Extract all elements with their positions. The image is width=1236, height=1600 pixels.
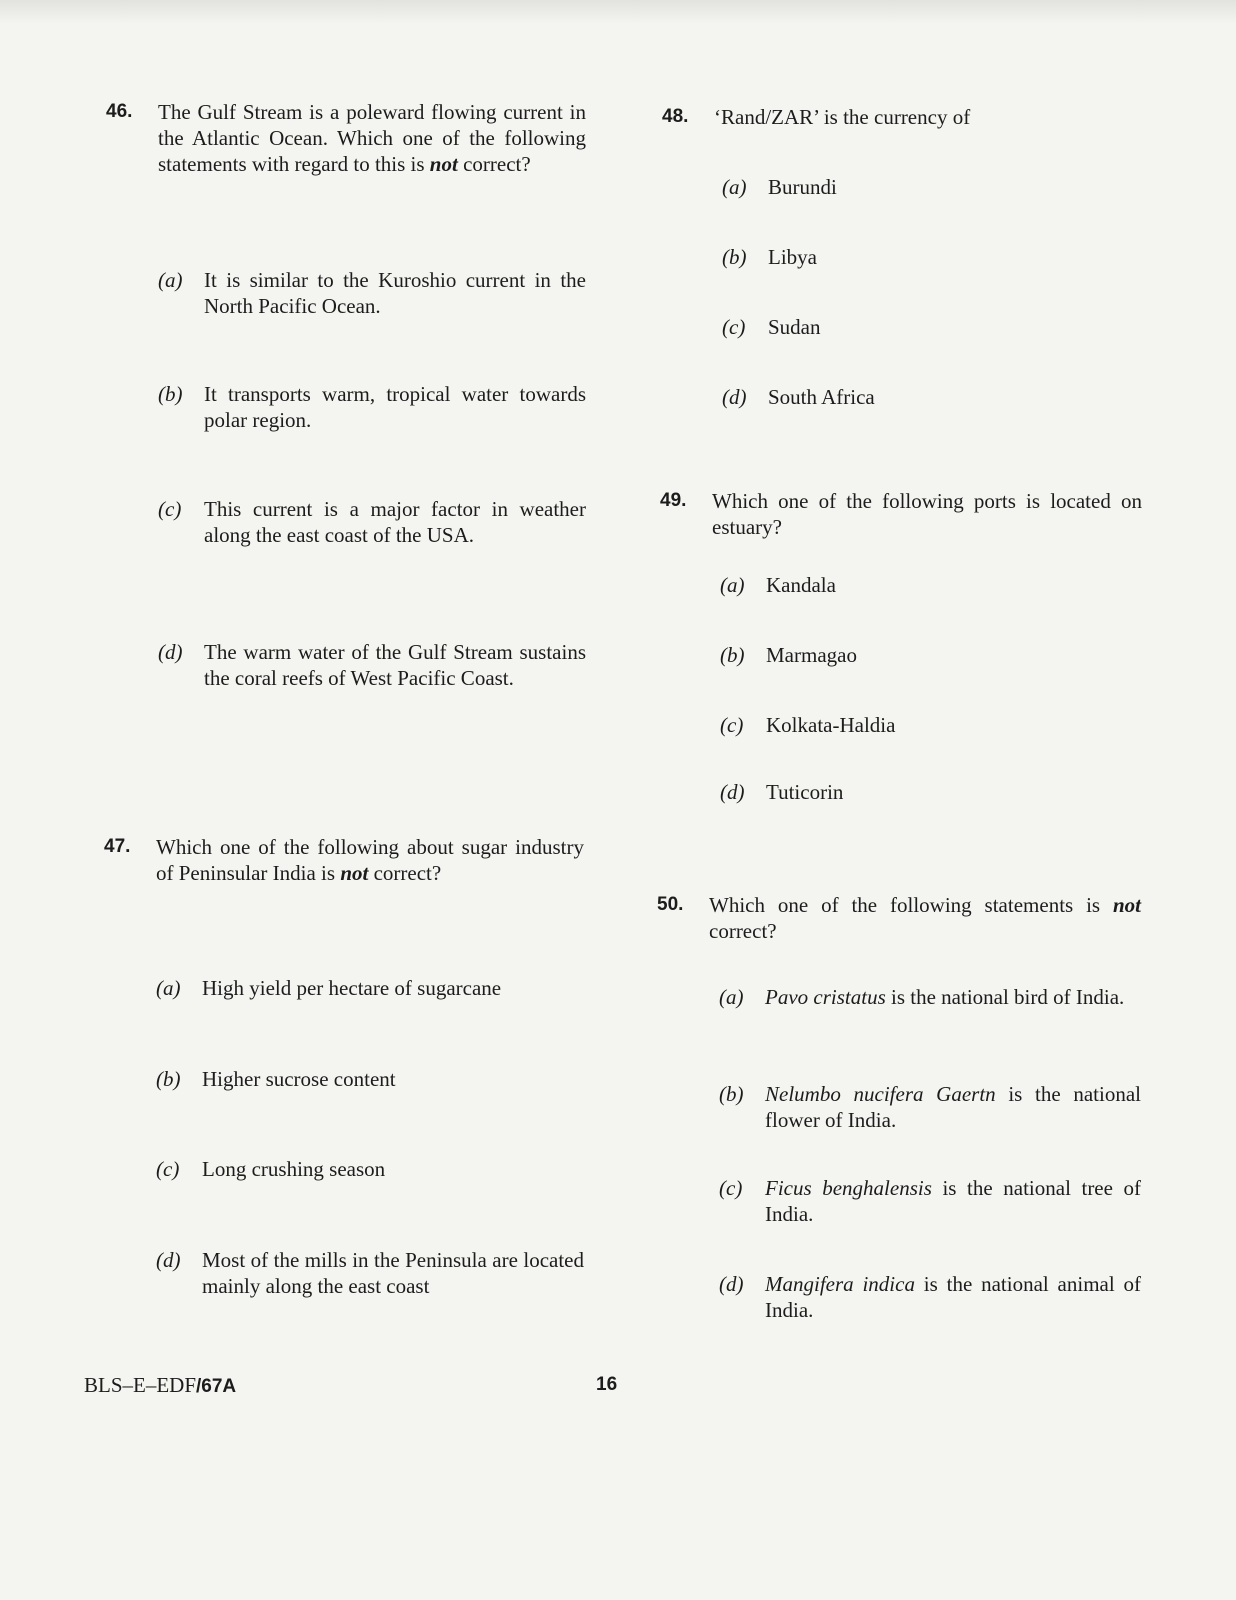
option-b[interactable] xyxy=(156,1066,584,1092)
emphasis-not: not xyxy=(340,861,369,885)
scientific-name: Mangifera indica xyxy=(765,1272,915,1296)
option-c[interactable] xyxy=(719,1175,1141,1227)
option-text: High yield per hectare of sugarcane xyxy=(202,976,502,1000)
question-text: Which one of the following about sugar industry of Peninsular India is xyxy=(156,835,584,885)
option-text: Kolkata-Haldia xyxy=(766,713,896,737)
option-label: (c) xyxy=(156,1157,180,1181)
booklet-code-prefix: BLS–E–EDF xyxy=(84,1373,197,1397)
question-46-stem xyxy=(106,99,586,177)
option-text: Higher sucrose content xyxy=(202,1067,396,1091)
option-label: (a) xyxy=(719,985,744,1009)
option-label: (a) xyxy=(156,976,181,1000)
option-label: (d) xyxy=(158,640,183,664)
option-a[interactable] xyxy=(156,975,584,1001)
option-text: Kandala xyxy=(766,573,836,597)
question-text: Which one of the following ports is located on estuary? xyxy=(712,489,1142,539)
option-label: (d) xyxy=(156,1248,181,1272)
option-label: (c) xyxy=(720,713,744,737)
option-label: (c) xyxy=(722,315,746,339)
option-label: (a) xyxy=(722,175,747,199)
option-a[interactable] xyxy=(719,984,1141,1010)
question-number: 49. xyxy=(660,490,687,511)
scientific-name: Ficus benghalensis xyxy=(765,1176,932,1200)
question-text-end: correct? xyxy=(373,861,442,885)
page-number: 16 xyxy=(596,1374,618,1395)
option-label: (c) xyxy=(158,497,182,521)
option-text: It is similar to the Kuroshio current in the North Pacific Ocean. xyxy=(204,268,586,318)
question-number: 50. xyxy=(657,894,684,915)
option-label: (a) xyxy=(158,268,183,292)
option-text: Sudan xyxy=(768,315,821,339)
option-a[interactable] xyxy=(720,572,1142,598)
option-d[interactable] xyxy=(720,779,1142,805)
option-a[interactable] xyxy=(722,174,1142,200)
question-text: The Gulf Stream is a poleward flowing current in the Atlantic Ocean. Which one of the following statements with regard to this is xyxy=(158,100,586,176)
question-50-stem xyxy=(657,892,1141,944)
emphasis-not: not xyxy=(429,152,458,176)
question-48 xyxy=(662,104,1142,409)
option-text: Long crushing season xyxy=(202,1157,386,1181)
question-text: ‘Rand/ZAR’ is the currency of xyxy=(714,105,971,129)
option-text: Libya xyxy=(768,245,817,269)
option-text: is the national flower of India. xyxy=(765,1082,1142,1132)
question-text-end: correct? xyxy=(463,152,531,176)
option-text: Marmagao xyxy=(766,643,857,667)
option-text: It transports warm, tropical water towards polar region. xyxy=(204,382,586,432)
question-number: 48. xyxy=(662,106,689,127)
option-c[interactable] xyxy=(720,712,1142,738)
option-label: (b) xyxy=(156,1067,181,1091)
option-c[interactable] xyxy=(158,496,586,548)
booklet-code xyxy=(84,1373,236,1398)
option-text: Tuticorin xyxy=(766,780,844,804)
page-top-shade xyxy=(0,0,1236,24)
question-47-stem xyxy=(104,834,584,886)
question-49-stem xyxy=(660,488,1142,540)
option-label: (b) xyxy=(722,245,747,269)
option-label: (a) xyxy=(720,573,745,597)
option-d[interactable] xyxy=(719,1271,1141,1323)
scientific-name: Nelumbo nucifera Gaertn xyxy=(765,1082,996,1106)
question-text-end: correct? xyxy=(709,919,777,943)
option-label: (b) xyxy=(720,643,745,667)
question-50 xyxy=(657,892,1142,1322)
option-label: (d) xyxy=(722,385,747,409)
question-49 xyxy=(660,488,1142,804)
option-d[interactable] xyxy=(722,384,1142,410)
emphasis-not: not xyxy=(1112,893,1141,917)
option-b[interactable] xyxy=(720,642,1142,668)
option-b[interactable] xyxy=(158,381,586,433)
option-text: is the national bird of India. xyxy=(891,985,1125,1009)
option-c[interactable] xyxy=(156,1156,584,1182)
option-d[interactable] xyxy=(156,1247,584,1299)
option-d[interactable] xyxy=(158,639,586,691)
booklet-code-suffix: /67A xyxy=(196,1376,237,1397)
option-text: This current is a major factor in weather along the east coast of the USA. xyxy=(204,497,586,547)
option-label: (d) xyxy=(720,780,745,804)
option-text: South Africa xyxy=(768,385,875,409)
option-label: (d) xyxy=(719,1272,744,1296)
option-text: Burundi xyxy=(768,175,837,199)
question-47 xyxy=(104,834,584,1298)
question-number: 46. xyxy=(106,101,133,122)
option-label: (b) xyxy=(719,1082,744,1106)
question-46 xyxy=(106,99,586,690)
option-b[interactable] xyxy=(719,1081,1141,1133)
option-label: (b) xyxy=(158,382,183,406)
option-c[interactable] xyxy=(722,314,1142,340)
option-text: is the national tree of India. xyxy=(765,1176,1142,1226)
question-text: Which one of the following statements is xyxy=(709,893,1101,917)
question-number: 47. xyxy=(104,836,131,857)
option-text: Most of the mills in the Peninsula are located mainly along the east coast xyxy=(202,1248,584,1298)
question-48-stem xyxy=(662,104,1142,130)
scientific-name: Pavo cristatus xyxy=(765,985,886,1009)
option-label: (c) xyxy=(719,1176,743,1200)
option-a[interactable] xyxy=(158,267,586,319)
option-text: The warm water of the Gulf Stream sustains the coral reefs of West Pacific Coast. xyxy=(204,640,586,690)
option-text: is the national animal of India. xyxy=(765,1272,1142,1322)
option-b[interactable] xyxy=(722,244,1142,270)
